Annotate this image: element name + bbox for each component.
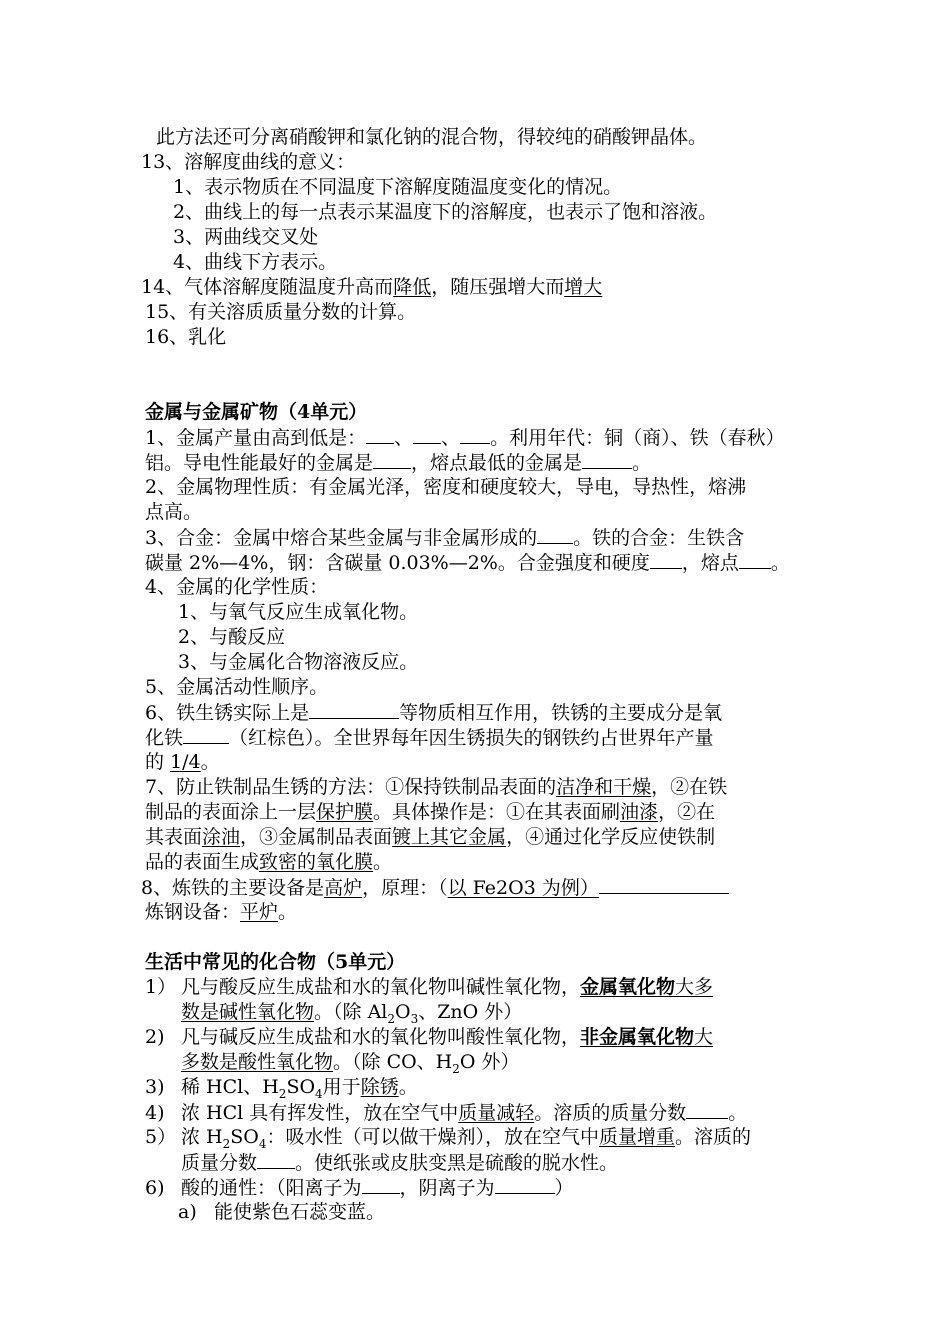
fill-blank[interactable] [373,450,411,469]
compound-item-1: 1） 凡与酸反应生成盐和水的氧化物叫碱性氧化物，金属氧化物大多 [145,976,714,998]
fill-blank[interactable] [495,1175,555,1194]
metal-item-2: 2、金属物理性质：有金属光泽，密度和硬度较大，导电，导热性，熔沸 [145,476,747,498]
metal-item-7-cont2: 其表面涂油，③金属制品表面镀上其它金属，④通过化学反应使铁制 [145,826,716,848]
compound-item-5-cont: 质量分数 。使纸张或皮肤变黑是硫酸的脱水性。 [181,1152,619,1174]
item-13-2: 2、曲线上的每一点表示某温度下的溶解度，也表示了饱和溶液。 [173,201,718,223]
answer-underlined: 增大 [564,276,603,298]
metal-item-1-cont: 铝。导电性能最好的金属是 ，熔点最低的金属是 。 [145,452,652,474]
metal-item-6: 6、铁生锈实际上是 等物质相互作用，铁锈的主要成分是氧 [145,702,723,724]
answer-underlined: 降低 [393,276,432,298]
item-14: 14、气体溶解度随温度升高而降低，随压强增大而增大 [141,276,603,298]
text-line: 此方法还可分离硝酸钾和氯化钠的混合物，得较纯的硝酸钾晶体。 [156,126,708,148]
metal-item-8: 8、炼铁的主要设备是高炉，原理：（以 Fe2O3 为例） [141,875,729,901]
metal-item-2-cont: 点高。 [145,501,203,523]
metal-item-7: 7、防止铁制品生锈的方法：①保持铁制品表面的洁净和干燥，②在铁 [145,776,728,798]
item-13-4: 4、曲线下方表示。 [173,251,338,273]
metal-item-7-cont3: 品的表面生成致密的氧化膜。 [145,851,393,873]
metal-item-4-2: 2、与酸反应 [178,626,286,648]
fill-blank[interactable] [537,525,573,544]
metal-item-3: 3、合金：金属中熔合某些金属与非金属形成的 。铁的合金：生铁含 [145,527,745,549]
compound-item-6: 6) 酸的通性：（阳离子为 ，阴离子为 ） [145,1177,574,1199]
fill-blank[interactable] [413,425,441,444]
metal-item-3-cont: 碳量 2%—4%，钢：含碳量 0.03%—2%。合金强度和硬度 ，熔点 。 [145,552,790,574]
metal-item-5: 5、金属活动性顺序。 [145,676,329,698]
metal-item-1: 1、金属产量由高到低是： 、 、 。利用年代：铜（商）、铁（春秋） [145,427,785,449]
fill-blank[interactable] [309,700,399,719]
fill-blank[interactable] [599,875,729,894]
fill-blank[interactable] [257,1150,295,1169]
item-13-1: 1、表示物质在不同温度下溶解度随温度变化的情况。 [173,176,623,198]
fill-blank[interactable] [686,1100,728,1119]
item-15: 15、有关溶质质量分数的计算。 [145,301,417,323]
compound-item-2-cont: 多数是酸性氧化物。（除 CO、$H_2O$ 外） [181,1051,520,1076]
compound-item-6-a: a) 能使紫色石蕊变蓝。 [178,1201,386,1223]
fill-blank[interactable] [366,425,394,444]
item-16: 16、乳化 [145,326,227,348]
fill-blank[interactable] [739,550,771,569]
item-13: 13、溶解度曲线的意义： [141,151,356,173]
metal-item-6-cont2: 的 1/4。 [145,751,220,773]
metal-item-6-cont: 化铁 （红棕色）。全世界每年因生锈损失的钢铁约占世界年产量 [145,727,714,749]
fill-blank[interactable] [183,725,229,744]
compound-item-4: 4) 浓 HCl 具有挥发性，放在空气中质量减轻。溶质的质量分数 。 [145,1102,748,1124]
section-title: 生活中常见的化合物（5单元） [145,951,406,973]
metal-item-4-1: 1、与氧气反应生成氧化物。 [178,601,419,623]
compound-item-3: 3) 稀 HCl、$H_2SO_4$用于除锈。 [145,1076,418,1101]
fill-blank[interactable] [650,550,682,569]
metal-item-8-cont: 炼钢设备：平炉。 [145,901,298,923]
fill-blank[interactable] [362,1175,400,1194]
fill-blank[interactable] [460,425,490,444]
compound-item-2: 2) 凡与碱反应生成盐和水的氧化物叫酸性氧化物，非金属氧化物大 [145,1026,714,1048]
fill-blank[interactable] [582,450,632,469]
metal-item-7-cont: 制品的表面涂上一层保护膜。具体操作是：①在其表面刷油漆，②在 [145,801,716,823]
compound-item-5: 5） 浓 $H_2SO_4$：吸水性（可以做干燥剂），放在空气中质量增重。溶质的 [145,1126,752,1151]
item-13-3: 3、两曲线交叉处 [173,226,319,248]
metal-item-4: 4、金属的化学性质： [145,576,329,598]
metal-item-4-3: 3、与金属化合物溶液反应。 [178,651,419,673]
section-title: 金属与金属矿物（4单元） [145,401,368,423]
compound-item-1-cont: 数是碱性氧化物。（除 $Al_2O_3$、ZnO 外） [181,1001,523,1026]
